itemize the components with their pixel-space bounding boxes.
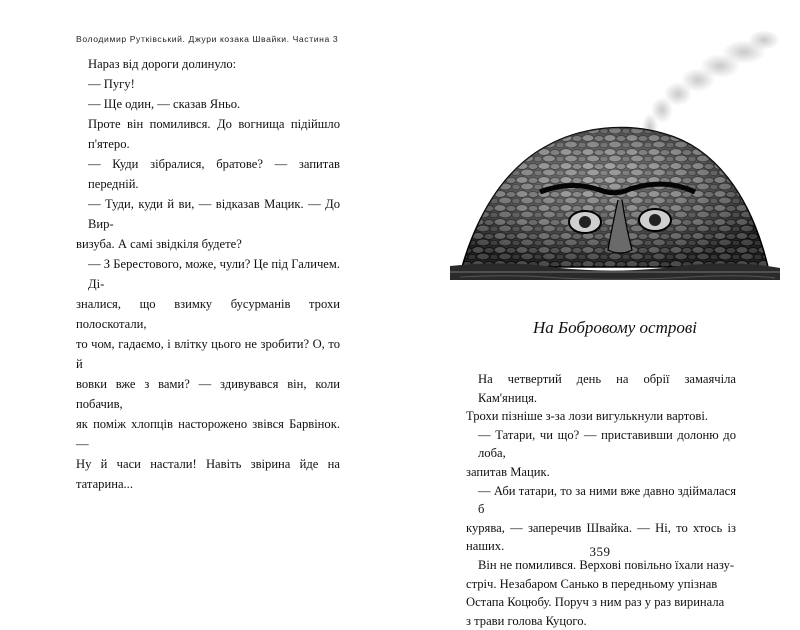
text-line: — Туди, куди й ви, — відказав Мацик. — До Вир- — [88, 197, 340, 231]
text-line: стріч. Незабаром Санько в передньому упізнав — [466, 576, 718, 591]
text-line: Остапа Коцюбу. Поруч з ним раз у раз виринала — [466, 595, 725, 610]
text-line: як поміж хлопців насторожено звівся Барвінок. — — [76, 417, 340, 451]
text-line: то чом, гадаємо, і влітку цього не зробити? О, то й — [76, 337, 340, 371]
right-page — [400, 0, 800, 628]
text-line: курява, — заперечив Швайка. — Ні, то хтось із наших. — [466, 520, 736, 554]
page-number: 359 — [589, 544, 611, 559]
left-text-block — [76, 54, 340, 494]
text-line: Трохи пізніше з-за лози вигулькнули вартові. — [466, 409, 709, 424]
stone-island-illustration — [450, 22, 780, 287]
text-line: Він не помилився. Верхові повільно їхали назу- — [478, 557, 735, 572]
text-line: На четвертий день на обрії замаячіла Кам'яниця. — [478, 372, 736, 405]
text-line: з трави голова Куцого. — [466, 613, 587, 628]
text-line: — Татари, чи що? — приставивши долоню до лоба, — [478, 427, 736, 461]
text-line: — Ще один, — сказав Яньо. — [88, 97, 241, 111]
smoke-plume — [642, 30, 780, 141]
right-text-block — [466, 370, 736, 630]
text-line: вовки вже з вами? — здивувався він, коли побачив, — [76, 377, 340, 411]
text-line: — З Берестового, може, чули? Це під Галичем. Ді- — [88, 257, 340, 291]
text-line: визуба. А самі звідкіля будете? — [76, 237, 242, 251]
text-line: запитав Мацик. — [466, 464, 550, 479]
text-line: зналися, що взимку бусурманів трохи полоскотали, — [76, 297, 340, 331]
running-head: Володимир Рутківський. Джури козака Швайки. Частина 3 — [76, 34, 339, 44]
left-page — [0, 0, 400, 593]
text-line: — Куди зібралися, братове? — запитав передній. — [88, 157, 340, 191]
text-line: — Пугу! — [88, 77, 135, 91]
text-line: — Аби татари, то за ними вже давно здіймалася б — [478, 483, 736, 517]
text-line: Ну й часи настали! Навіть звірина йде на татарина... — [76, 457, 340, 491]
text-line: Нараз від дороги долинуло: — [88, 57, 237, 71]
chapter-title: На Бобровому острові — [533, 318, 697, 337]
text-line: Проте він помилився. До вогнища підійшло п'ятеро. — [88, 117, 340, 151]
